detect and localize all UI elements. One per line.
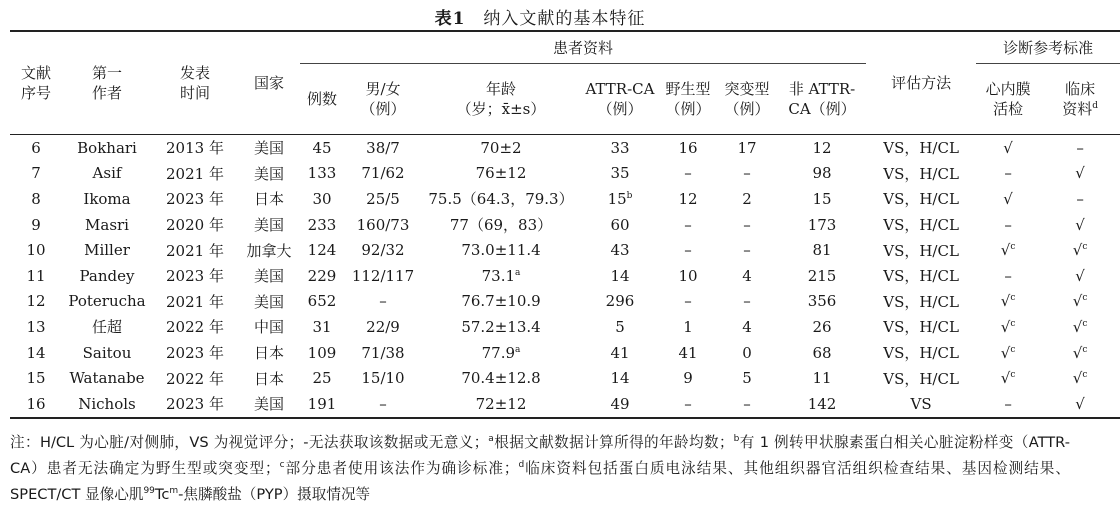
cell-country: 加拿大	[246, 241, 292, 260]
header-age: 年龄 （岁；x̄±s）	[422, 64, 580, 135]
cell-biopsy: √$^c$	[1000, 292, 1016, 311]
cell-seq: 8	[31, 189, 41, 208]
cell-wild: –	[684, 164, 692, 183]
cell-author: Pandey	[79, 266, 135, 285]
cell-sex: 71/38	[361, 343, 405, 362]
cell-mut: –	[716, 391, 778, 418]
cell-age: 57.2±13.4	[461, 317, 541, 336]
cell-attr: 49	[580, 391, 660, 418]
cell-age: 72±12	[422, 391, 580, 418]
table-note: 注：H/CL 为心脏/对侧肺，VS 为视觉评分；-无法获取该数据或无意义；$^a$根据文献数据计算所得的年龄均数；$^b$有 1 例转甲状腺素蛋白相关心脏淀粉样变（ATTR-CA）患者无法确定为野生型或突变型；$^c$部分患者使用该法作为确诊标准；$^d$临床资料包括蛋白质电泳结果、其他组织器官活组织检查结果、基因检测结果、SPECT/CT 显像心肌$^{99}$Tc$^m$-焦膦酸盐（PYP）摄取情况等	[10, 434, 1070, 503]
cell-seq: 13	[26, 317, 46, 336]
table-row	[10, 365, 1120, 391]
cell-attr: 296	[605, 292, 635, 311]
header-wild: 野生型 （例）	[660, 64, 716, 135]
cell-country: 美国	[253, 216, 284, 235]
cell-non: 356	[807, 292, 837, 311]
cell-mut: 2	[742, 189, 752, 208]
cell-seq: 10	[26, 241, 46, 260]
cell-attr: 60	[610, 215, 630, 234]
table-row	[10, 135, 1120, 161]
cell-seq: 16	[10, 391, 62, 418]
cell-method: VS，H/CL	[883, 241, 959, 260]
cell-country: 美国	[253, 292, 284, 311]
cell-seq: 6	[31, 138, 41, 157]
cell-author: Ikoma	[83, 189, 131, 208]
cell-clinical: √$^c$	[1072, 317, 1088, 336]
cell-author: Masri	[85, 215, 129, 234]
table-row	[10, 237, 1120, 263]
cell-time: 2023 年	[152, 391, 238, 418]
cell-age: 76±12	[475, 164, 527, 183]
header-sex: 男/女 （例）	[344, 64, 422, 135]
cell-seq: 11	[26, 266, 46, 285]
cell-author: Poterucha	[68, 292, 146, 311]
cell-cases: 45	[312, 138, 332, 157]
table-row	[10, 314, 1120, 340]
cell-mut: 4	[742, 317, 752, 336]
cell-sex: 22/9	[366, 317, 400, 336]
cell-country: 美国	[253, 267, 284, 286]
cell-time: 2021 年	[166, 164, 224, 183]
cell-sex: 25/5	[366, 189, 400, 208]
cell-clinical: √$^c$	[1072, 343, 1088, 362]
cell-attr: 14	[610, 266, 630, 285]
cell-author: Saitou	[82, 343, 132, 362]
cell-time: 2023 年	[166, 267, 224, 286]
cell-age: 70.4±12.8	[461, 369, 541, 388]
cell-non: 12	[812, 138, 832, 157]
cell-sex: 112/117	[351, 266, 415, 285]
cell-cases: 133	[307, 164, 337, 183]
cell-mut: –	[743, 292, 751, 311]
table-body	[10, 135, 1120, 418]
table-row	[10, 289, 1120, 315]
header-cases: 例数	[300, 64, 344, 135]
cell-biopsy: √$^c$	[1000, 343, 1016, 362]
cell-author: Nichols	[62, 391, 152, 418]
cell-method: VS，H/CL	[883, 369, 959, 388]
cell-method: VS，H/CL	[883, 292, 959, 311]
cell-seq: 9	[31, 215, 41, 234]
header-time: 发表 时间	[152, 31, 238, 135]
table-row	[10, 186, 1120, 212]
cell-non: 11	[812, 369, 832, 388]
cell-wild: 41	[678, 343, 698, 362]
cell-age: 70±2	[480, 138, 522, 157]
cell-time: 2020 年	[166, 216, 224, 235]
table-row	[10, 391, 1120, 418]
cell-country: 日本	[253, 344, 284, 363]
cell-wild: 10	[678, 266, 698, 285]
cell-wild: –	[684, 292, 692, 311]
cell-attr: 5	[615, 317, 625, 336]
cell-sex: –	[379, 292, 387, 311]
cell-biopsy: –	[1004, 266, 1012, 285]
cell-cases: 229	[307, 266, 337, 285]
cell-clinical: –	[1076, 138, 1084, 157]
cell-biopsy: √$^c$	[1000, 241, 1016, 260]
cell-method: VS，H/CL	[883, 267, 959, 286]
cell-age: 77（69，83）	[449, 216, 553, 235]
cell-cases: 25	[312, 369, 332, 388]
cell-biopsy: √	[1003, 138, 1013, 157]
cell-country: 美国	[253, 139, 284, 158]
header-group-diag: 诊断参考标准	[976, 31, 1120, 64]
cell-clinical: √	[1040, 391, 1120, 418]
cell-attr: 15$^b$	[607, 189, 633, 208]
table-number: 表1	[434, 9, 466, 29]
cell-time: 2021 年	[166, 241, 224, 260]
cell-wild: –	[684, 215, 692, 234]
cell-clinical: √$^c$	[1072, 292, 1088, 311]
cell-non: 215	[807, 266, 837, 285]
cell-cases: 233	[307, 215, 337, 234]
cell-age: 77.9$^a$	[481, 343, 521, 362]
header-method: 评估方法	[866, 31, 976, 135]
cell-wild: –	[684, 241, 692, 260]
header-author: 第一 作者	[62, 31, 152, 135]
cell-mut: –	[743, 215, 751, 234]
cell-author: Bokhari	[77, 138, 137, 157]
cell-attr: 43	[610, 241, 630, 260]
cell-time: 2021 年	[166, 292, 224, 311]
cell-attr: 41	[610, 343, 630, 362]
cell-wild: 16	[678, 138, 698, 157]
cell-mut: 4	[742, 266, 752, 285]
cell-country: 日本	[253, 369, 284, 388]
cell-sex: 15/10	[361, 369, 405, 388]
header-country: 国家	[238, 31, 300, 135]
cell-biopsy: √	[1003, 189, 1013, 208]
cell-cases: 652	[307, 292, 337, 311]
cell-mut: 17	[737, 138, 757, 157]
cell-cases: 191	[300, 391, 344, 418]
cell-method: VS，H/CL	[883, 216, 959, 235]
cell-non: 142	[778, 391, 866, 418]
cell-method: VS，H/CL	[883, 318, 959, 337]
cell-time: 2022 年	[166, 369, 224, 388]
cell-time: 2013 年	[166, 139, 224, 158]
cell-cases: 31	[312, 317, 332, 336]
cell-sex: 38/7	[366, 138, 400, 157]
cell-author: 任超	[91, 318, 122, 337]
cell-mut: –	[743, 241, 751, 260]
cell-non: 173	[807, 215, 837, 234]
header-group-patient: 患者资料	[300, 31, 866, 64]
table-row	[10, 263, 1120, 289]
cell-sex: 160/73	[356, 215, 410, 234]
cell-clinical: √$^c$	[1072, 369, 1088, 388]
cell-sex: –	[344, 391, 422, 418]
table-row	[10, 340, 1120, 366]
literature-table	[10, 30, 1120, 419]
cell-seq: 14	[26, 343, 46, 362]
cell-clinical: √	[1075, 164, 1085, 183]
cell-seq: 7	[31, 164, 41, 183]
cell-age: 76.7±10.9	[461, 292, 541, 311]
table-row	[10, 212, 1120, 238]
cell-method: VS，H/CL	[883, 139, 959, 158]
cell-biopsy: –	[1004, 164, 1012, 183]
cell-country: 中国	[253, 318, 284, 337]
cell-author: Watanabe	[69, 369, 145, 388]
cell-clinical: √$^c$	[1072, 241, 1088, 260]
table-title	[0, 4, 1080, 29]
cell-cases: 109	[307, 343, 337, 362]
cell-mut: –	[743, 164, 751, 183]
cell-clinical: –	[1076, 189, 1084, 208]
cell-method: VS	[866, 391, 976, 418]
header-attr: ATTR-CA （例）	[580, 64, 660, 135]
cell-cases: 124	[307, 241, 337, 260]
cell-author: Miller	[84, 241, 130, 260]
cell-country: 美国	[253, 164, 284, 183]
cell-age: 75.5（64.3，79.3）	[428, 190, 574, 209]
cell-attr: 14	[610, 369, 630, 388]
header-seq: 文献 序号	[10, 31, 62, 135]
cell-age: 73.0±11.4	[461, 241, 541, 260]
cell-non: 15	[812, 189, 832, 208]
cell-author: Asif	[92, 164, 122, 183]
cell-clinical: √	[1075, 215, 1085, 234]
cell-sex: 71/62	[361, 164, 405, 183]
cell-time: 2022 年	[166, 318, 224, 337]
cell-wild: 9	[683, 369, 693, 388]
cell-time: 2023 年	[166, 344, 224, 363]
cell-clinical: √	[1075, 266, 1085, 285]
table-caption: 纳入文献的基本特征	[483, 9, 646, 29]
cell-country: 美国	[238, 391, 300, 418]
cell-wild: 12	[678, 189, 698, 208]
cell-attr: 33	[610, 138, 630, 157]
header-mut: 突变型 （例）	[716, 64, 778, 135]
cell-age: 73.1$^a$	[481, 266, 521, 285]
cell-biopsy: –	[976, 391, 1040, 418]
cell-method: VS，H/CL	[883, 164, 959, 183]
cell-cases: 30	[312, 189, 332, 208]
header-biopsy: 心内膜 活检	[976, 64, 1040, 135]
cell-biopsy: –	[1004, 215, 1012, 234]
cell-country: 日本	[253, 190, 284, 209]
header-clinical: 临床 资料$^d$	[1040, 64, 1120, 135]
cell-seq: 15	[26, 369, 46, 388]
cell-non: 81	[812, 241, 832, 260]
cell-mut: 0	[742, 343, 752, 362]
header-non: 非 ATTR- CA（例）	[778, 64, 866, 135]
cell-seq: 12	[26, 292, 46, 311]
table-row	[10, 161, 1120, 187]
header-row-1	[10, 31, 1120, 64]
cell-method: VS，H/CL	[883, 190, 959, 209]
cell-method: VS，H/CL	[883, 344, 959, 363]
cell-time: 2023 年	[166, 190, 224, 209]
cell-wild: –	[660, 391, 716, 418]
cell-sex: 92/32	[361, 241, 405, 260]
cell-non: 98	[812, 164, 832, 183]
cell-mut: 5	[742, 369, 752, 388]
cell-biopsy: √$^c$	[1000, 317, 1016, 336]
cell-non: 68	[812, 343, 832, 362]
cell-non: 26	[812, 317, 832, 336]
cell-biopsy: √$^c$	[1000, 369, 1016, 388]
cell-attr: 35	[610, 164, 630, 183]
cell-wild: 1	[683, 317, 693, 336]
